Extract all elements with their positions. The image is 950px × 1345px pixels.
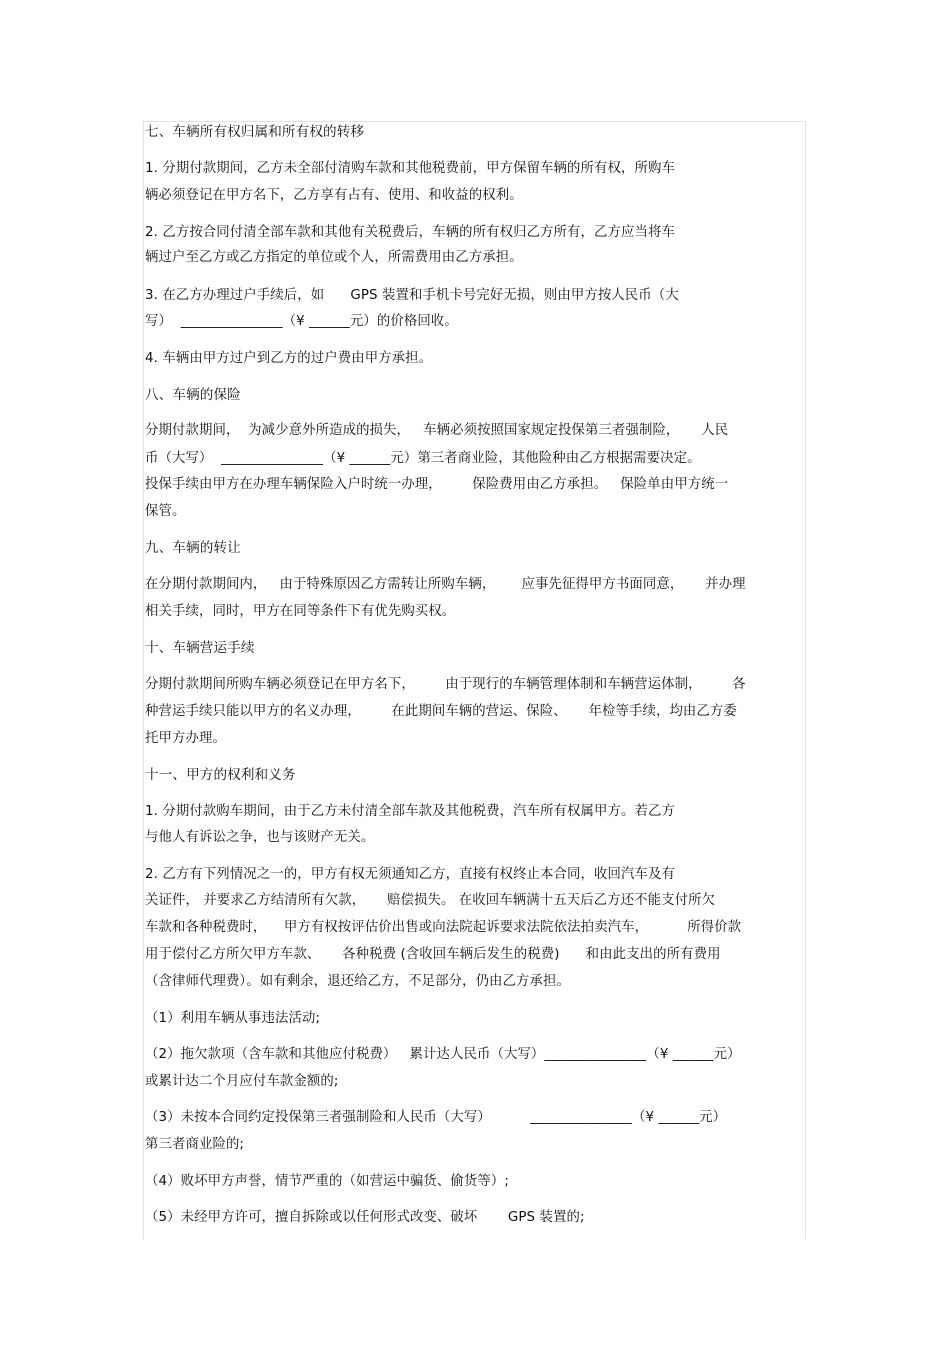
paragraph-line: 1. 分期付款购车期间，由于乙方未付清全部车款及其他税费，汽车所有权属甲方。若乙方 — [145, 804, 675, 819]
list-item-continuation: 或累计达二个月应付车款金额的; — [145, 1074, 339, 1089]
paragraph-line: 用于偿付乙方所欠甲方车款、 各种税费 (含收回车辆后发生的税费) 和由此支出的所有费用 — [145, 947, 721, 962]
section-heading-7: 七、车辆所有权归属和所有权的转移 — [145, 124, 365, 140]
paragraph-line: 关证件， 并要求乙方结清所有欠款， 赔偿损失。 在收回车辆满十五天后乙方还不能支付所欠 — [145, 893, 716, 908]
section-heading-8: 八、车辆的保险 — [145, 387, 241, 403]
paragraph-line: 相关手续，同时，甲方在同等条件下有优先购买权。 — [145, 604, 456, 619]
paragraph-line: 辆必须登记在甲方名下，乙方享有占有、使用、和收益的权利。 — [145, 188, 523, 203]
list-item: （2）拖欠款项（含车款和其他应付税费） 累计达人民币（大写）_______________（¥ ______元） — [145, 1047, 741, 1062]
section-heading-10: 十、车辆营运手续 — [145, 640, 255, 656]
paragraph-line: 写） _______________（¥ ______元）的价格回收。 — [145, 314, 458, 329]
paragraph-line: 托甲方办理。 — [145, 731, 226, 746]
list-item: （4）败坏甲方声誉，情节严重的（如营运中骗货、偷货等）; — [145, 1174, 509, 1189]
paragraph-line: （含律师代理费）。如有剩余，退还给乙方，不足部分，仍由乙方承担。 — [145, 974, 570, 989]
paragraph-line: 辆过户至乙方或乙方指定的单位或个人，所需费用由乙方承担。 — [145, 250, 523, 265]
paragraph-line: 投保手续由甲方在办理车辆保险入户时统一办理， 保险费用由乙方承担。 保险单由甲方统一 — [145, 477, 729, 492]
section-heading-11: 十一、甲方的权利和义务 — [145, 767, 296, 783]
paragraph-line: 与他人有诉讼之争，也与该财产无关。 — [145, 830, 375, 845]
paragraph-line: 分期付款期间所购车辆必须登记在甲方名下， 由于现行的车辆管理体制和车辆营运体制， 各 — [145, 677, 746, 692]
paragraph-line: 2. 乙方有下列情况之一的，甲方有权无须通知乙方，直接有权终止本合同，收回汽车及有 — [145, 867, 675, 882]
list-item: （5）未经甲方许可，擅自拆除或以任何形式改变、破坏 GPS 装置的; — [145, 1210, 585, 1225]
paragraph-line: 3. 在乙方办理过户手续后，如 GPS 装置和手机卡号完好无损，则由甲方按人民币（大 — [145, 288, 679, 303]
section-heading-9: 九、车辆的转让 — [145, 540, 241, 556]
paragraph-line: 2. 乙方按合同付清全部车款和其他有关税费后，车辆的所有权归乙方所有，乙方应当将车 — [145, 225, 675, 240]
paragraph-line: 种营运手续只能以甲方的名义办理， 在此期间车辆的营运、保险、 年检等手续，均由乙方委 — [145, 704, 737, 719]
list-item-continuation: 第三者商业险的; — [145, 1137, 245, 1152]
paragraph-line: 1. 分期付款期间，乙方未全部付清购车款和其他税费前，甲方保留车辆的所有权，所购车 — [145, 161, 675, 176]
list-item: （1）利用车辆从事违法活动; — [145, 1011, 321, 1026]
paragraph-line: 币（大写） _______________（¥ ______元）第三者商业险，其他险种由乙方根据需要决定。 — [145, 451, 701, 466]
paragraph-line: 4. 车辆由甲方过户到乙方的过户费由甲方承担。 — [145, 351, 433, 366]
paragraph-line: 在分期付款期间内， 由于特殊原因乙方需转让所购车辆， 应事先征得甲方书面同意， 并办理 — [145, 577, 746, 592]
paragraph-line: 分期付款期间， 为减少意外所造成的损失， 车辆必须按照国家规定投保第三者强制险， 人民 — [145, 423, 729, 438]
list-item: （3）未按本合同约定投保第三者强制险和人民币（大写） _______________（¥ ______元） — [145, 1110, 727, 1125]
paragraph-line: 车款和各种税费时， 甲方有权按评估价出售或向法院起诉要求法院依法拍卖汽车， 所得价款 — [145, 920, 742, 935]
paragraph-line: 保管。 — [145, 504, 186, 519]
